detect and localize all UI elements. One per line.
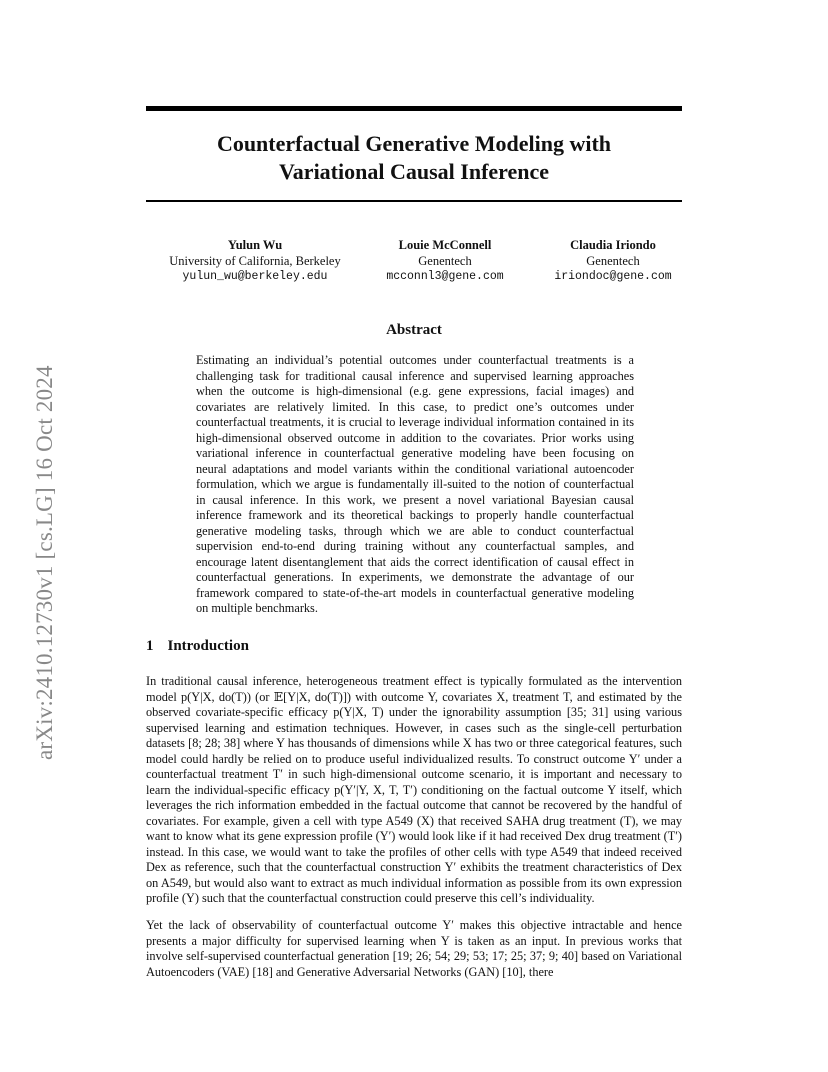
title-line-2: Variational Causal Inference: [278, 159, 550, 184]
author-email[interactable]: mcconnl3@gene.com: [386, 270, 504, 283]
author-email[interactable]: yulun_wu@berkeley.edu: [182, 270, 328, 283]
author-name: Yulun Wu: [227, 238, 283, 252]
author-name: Louie McConnell: [398, 238, 492, 252]
top-rule: [146, 106, 682, 111]
title-line-1: Counterfactual Generative Modeling with: [216, 131, 612, 156]
author-2: [370, 238, 520, 285]
author-1: [160, 238, 350, 285]
section-heading: [146, 638, 249, 655]
section-number: 1: [146, 638, 154, 654]
abstract-heading: Abstract: [386, 322, 442, 338]
author-3: [538, 238, 688, 285]
author-affiliation: University of California, Berkeley: [169, 253, 341, 268]
section-title: Introduction: [167, 638, 249, 654]
title-bottom-rule: [146, 200, 682, 202]
author-email[interactable]: iriondoc@gene.com: [554, 270, 672, 283]
author-affiliation: Genentech: [418, 253, 472, 268]
author-affiliation: Genentech: [586, 253, 640, 268]
arxiv-stamp[interactable]: arXiv:2410.12730v1 [cs.LG] 16 Oct 2024: [32, 365, 57, 760]
author-name: Claudia Iriondo: [570, 238, 656, 252]
intro-paragraph-2: Yet the lack of observability of counterfactual outcome Y′ makes this objective intractable and hence presents a major difficulty for supervised learning when Y is taken as an input. In previous works that involve self-supervised counterfactual generation [19; 26; 54; 29; 53; 17; 25; 37; 9; 40] based on Variational Autoencoders (VAE) [18] and Generative Adversarial Networks (GAN) [10], there: [146, 918, 682, 979]
paper-title: [146, 130, 682, 186]
abstract-text: Estimating an individual’s potential outcomes under counterfactual treatments is a challenging task for traditional causal inference and supervised learning approaches when the outcome is high-dimensional (e.g. gene expressions, facial images) and covariates are relatively limited. In this case, to predict one’s outcomes under counterfactual treatments, it is crucial to leverage individual information contained in its high-dimensional observed outcome in addition to the covariates. Prior works using variational inference in counterfactual generative modeling have been focusing on neural adaptations and model variants within the conditional variational autoencoder formulation, which we argue is fundamentally ill-suited to the notion of counterfactual in causal inference. In this work, we present a novel variational Bayesian causal inference framework and its theoretical backings to properly handle counterfactual generative modeling tasks, through which we are able to conduct counterfactual supervision end-to-end during training without any counterfactual samples, and encourage latent disentanglement that aids the correct identification of causal effect in counterfactual generations. In experiments, we demonstrate the advantage of our framework compared to state-of-the-art models in counterfactual generative modeling on multiple benchmarks.: [196, 353, 634, 615]
intro-paragraph-1: In traditional causal inference, heterogeneous treatment effect is typically formulated as the intervention model p(Y|X, do(T)) (or 𝔼[Y|X, do(T)]) with outcome Y, covariates X, treatment T, and estimated by the observed covariate-specific efficacy p(Y|X, T) under the ignorability assumption [35; 31] using various supervised learning and estimation techniques. However, in cases such as the single-cell perturbation datasets [8; 28; 38] where Y has thousands of dimensions while X has two or three categorical features, such model could hardly be relied on to produce useful individualized results. To construct outcome Y′ under a counterfactual treatment T′ in such high-dimensional outcome scenario, it is important and necessary to learn the individual-specific efficacy p(Y′|Y, X, T, T′) conditioning on the factual outcome Y itself, which leverages the rich information embedded in the factual outcome that cannot be recovered by the handful of covariates. For example, given a cell with type A549 (X) that received SAHA drug treatment (T), we may want to know what its gene expression profile (Y′) would look like if it had received Dex drug treatment (T′) instead. In this case, we would want to take the profiles of other cells with type A549 that indeed received Dex as reference, such that the counterfactual construction Y′ exhibits the treatment characteristics of Dex on A549, but would also want to extract as much individual information as possible from its own expression profile (Y) such that the counterfactual construction could preserve this cell’s individuality.: [146, 674, 682, 905]
